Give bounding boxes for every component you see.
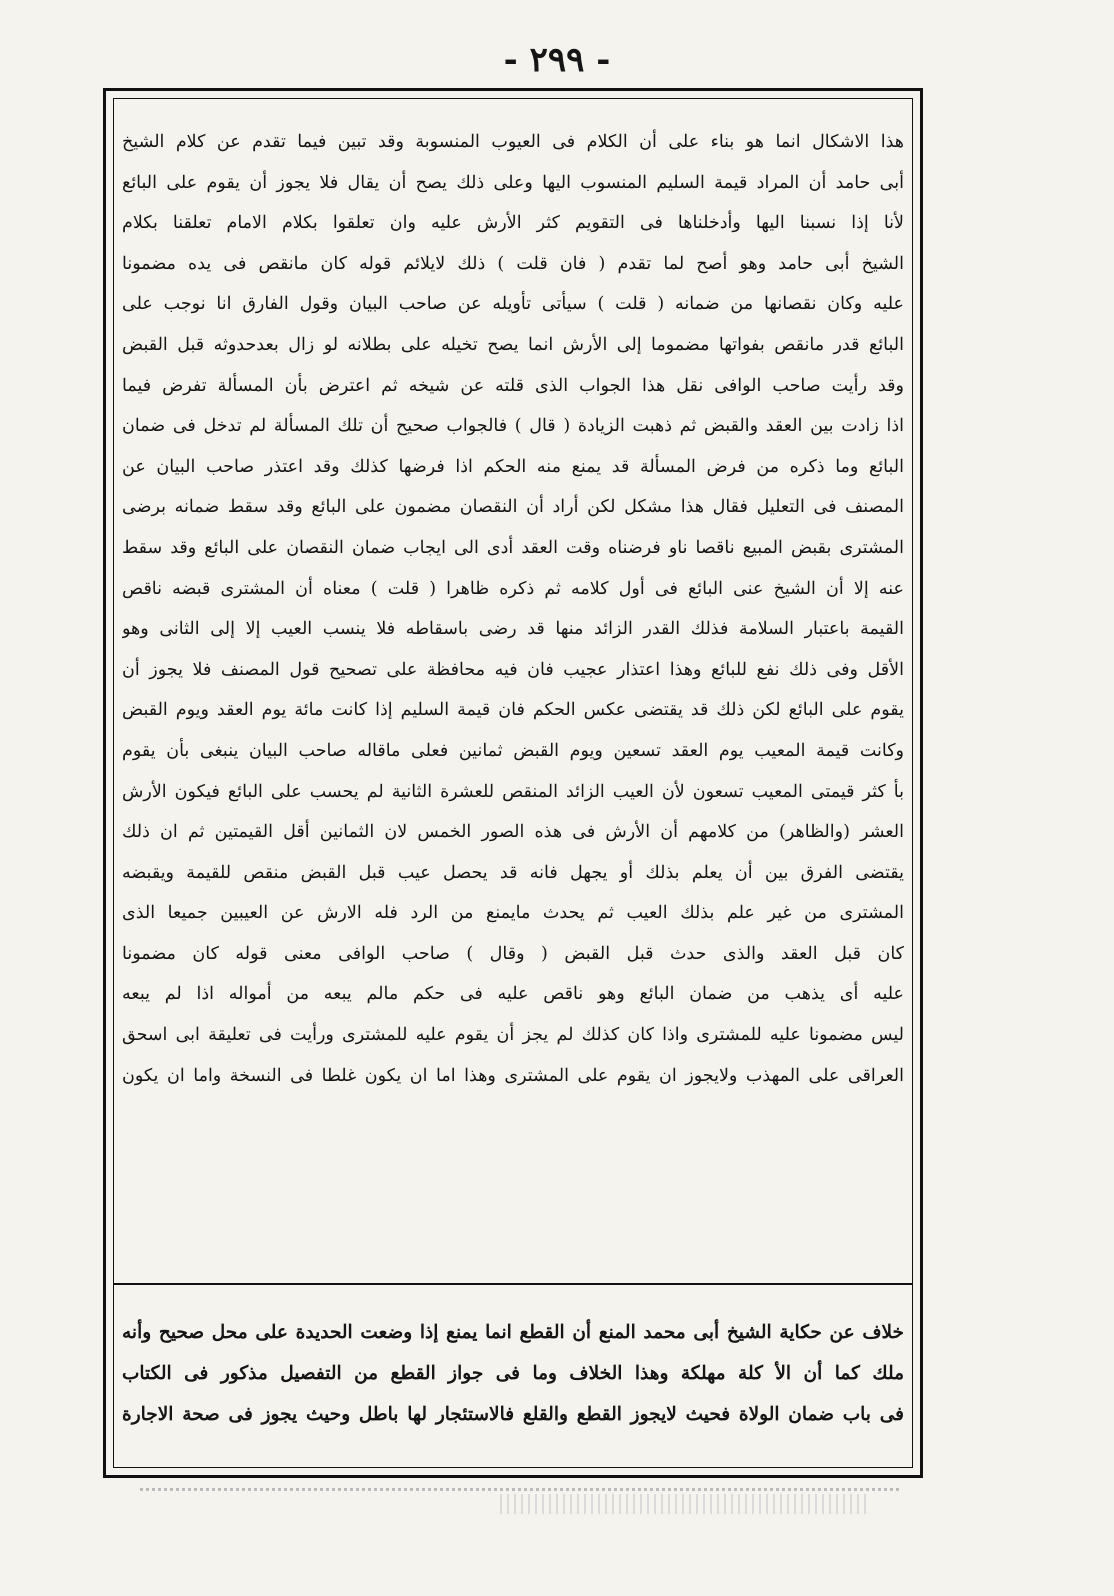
main-line: اذا زادت بين العقد والقبض ثم ذهبت الزيادة ( قال ) فالجواب صحيح أن تلك المسألة لم تدخل فى ضمان bbox=[122, 416, 904, 437]
scan-bottom-edge bbox=[140, 1488, 900, 1491]
main-text-block bbox=[122, 122, 904, 1096]
main-line: القيمة باعتبار السلامة فذلك القدر الزائد منها قد رضى باسقاطه فلا ينسب العيب إلا إلى الثانى وهو bbox=[122, 619, 904, 640]
main-line: بأ كثر قيمتى المعيب تسعون لأن العيب الزائد المنقص للعشرة الثانية لم يحسب على البائع فيكون الأرش bbox=[122, 781, 904, 802]
main-line: وقد رأيت صاحب الوافى نقل هذا الجواب الذى قلته عن شيخه ثم اعترض بأن المسألة تفرض فيما bbox=[122, 375, 904, 396]
main-line: المشترى من غير علم بذلك العيب ثم يحدث مايمنع من الرد فله الارش عن العيبين جميعا الذى bbox=[122, 903, 904, 924]
main-line: وكانت قيمة المعيب يوم العقد تسعين ويوم القبض ثمانين فعلى ماقاله صاحب البيان ينبغى بأن يقوم bbox=[122, 740, 904, 761]
footnote-line: ملك كما أن الأ كلة مهلكة وهذا الخلاف وما فى جواز القطع من التفصيل مذكور فى الكتاب bbox=[122, 1363, 904, 1384]
main-line: العراقى على المهذب ولايجوز ان يقوم على المشترى وهذا اما ان يكون غلطا فى النسخة واما ان يكون bbox=[122, 1065, 904, 1086]
footnote-line: خلاف عن حكاية الشيخ أبى محمد المنع أن القطع انما يمنع إذا وضعت الحديدة على محل صحيح وأنه bbox=[122, 1322, 904, 1343]
footnote-line: فى باب ضمان الولاة فحيث لايجوز القطع والقلع فالاستئجار لها باطل وحيث يجوز فى صحة الاجارة bbox=[122, 1404, 904, 1425]
main-line: البائع قدر مانقص بفواتها مضموما إلى الأرش انما يصح تخيله على بطلانه لو زال بعدحدوثه قبل القبض bbox=[122, 334, 904, 355]
main-line: لأنا إذا نسبنا اليها وأدخلناها فى التقويم كثر الأرش عليه وان تعلقوا بكلام الامام تعلقنا بكلام bbox=[122, 213, 904, 234]
main-line: كان قبل العقد والذى حدث قبل القبض ( وقال ) صاحب الوافى معنى قوله كان مضمونا bbox=[122, 943, 904, 964]
footnote-text-block bbox=[122, 1312, 904, 1435]
main-line: أبى حامد أن المراد قيمة السليم المنسوب اليها وعلى ذلك يصح أن يقال فلا يجوز أن يقوم على البائع bbox=[122, 172, 904, 193]
page-number: - ٢٩٩ - bbox=[503, 40, 611, 80]
main-line: عليه أى يذهب من ضمان البائع وهو ناقص عليه فى حكم مالم يبعه من أمواله اذا لم يبعه bbox=[122, 984, 904, 1005]
main-line: المشترى بقبض المبيع ناقصا ناو فرضناه وقت العقد أدى الى ايجاب ضمان النقصان على البائع وقد سقط bbox=[122, 537, 904, 558]
main-line: هذا الاشكال انما هو بناء على أن الكلام فى العيوب المنسوبة وقد تبين فيما تقدم عن كلام الشيخ bbox=[122, 132, 904, 152]
main-line: ليس مضمونا عليه للمشترى واذا كان كذلك لم يجز أن يقوم عليه للمشترى ورأيت فى تعليقة ابى اسحق bbox=[122, 1025, 904, 1046]
main-line: البائع وما ذكره من فرض المسألة قد يمنع منه الحكم اذا فرضها كذلك وقد اعتذر صاحب البيان عن bbox=[122, 456, 904, 477]
main-line: عليه وكان نقصانها من ضمانه ( قلت ) سيأتى تأويله عن صاحب البيان وقول الفارق انا نوجب على bbox=[122, 294, 904, 315]
main-line: العشر (والظاهر) من كلامهم أن الأرش فى هذه الصور الخمس لان الثمانين أقل القيمتين ثم ان ذلك bbox=[122, 822, 904, 843]
main-line: يقوم على البائع لكن ذلك قد يقتضى عكس الحكم فان قيمة السليم إذا كانت مائة يوم العقد ويوم القبض bbox=[122, 700, 904, 721]
main-line: المصنف فى التعليل فقال هذا مشكل لكن أراد أن النقصان مضمون على البائع وقد سقط ضمانه برضى bbox=[122, 497, 904, 518]
main-line: يقتضى الفرق بين أن يعلم بذلك أو يجهل فانه قد يحصل عيب قبل القبض منقص للقيمة ويقبضه bbox=[122, 862, 904, 883]
main-line: عنه إلا أن الشيخ عنى البائع فى أول كلامه ثم ذكره ظاهرا ( قلت ) معناه أن المشترى قبضه ناقص bbox=[122, 578, 904, 599]
main-line: الشيخ أبى حامد وهو أصح لما تقدم ( فان قلت ) ذلك لايلائم قوله كان مانقص فى يده مضمونا bbox=[122, 253, 904, 274]
faded-stamp-mark bbox=[500, 1494, 870, 1514]
main-line: الأقل وفى ذلك نفع للبائع وهذا اعتذار عجيب فان فيه محافظة على تصحيح قول المصنف فلا يجوز أن bbox=[122, 659, 904, 680]
footnote-separator bbox=[114, 1283, 912, 1285]
